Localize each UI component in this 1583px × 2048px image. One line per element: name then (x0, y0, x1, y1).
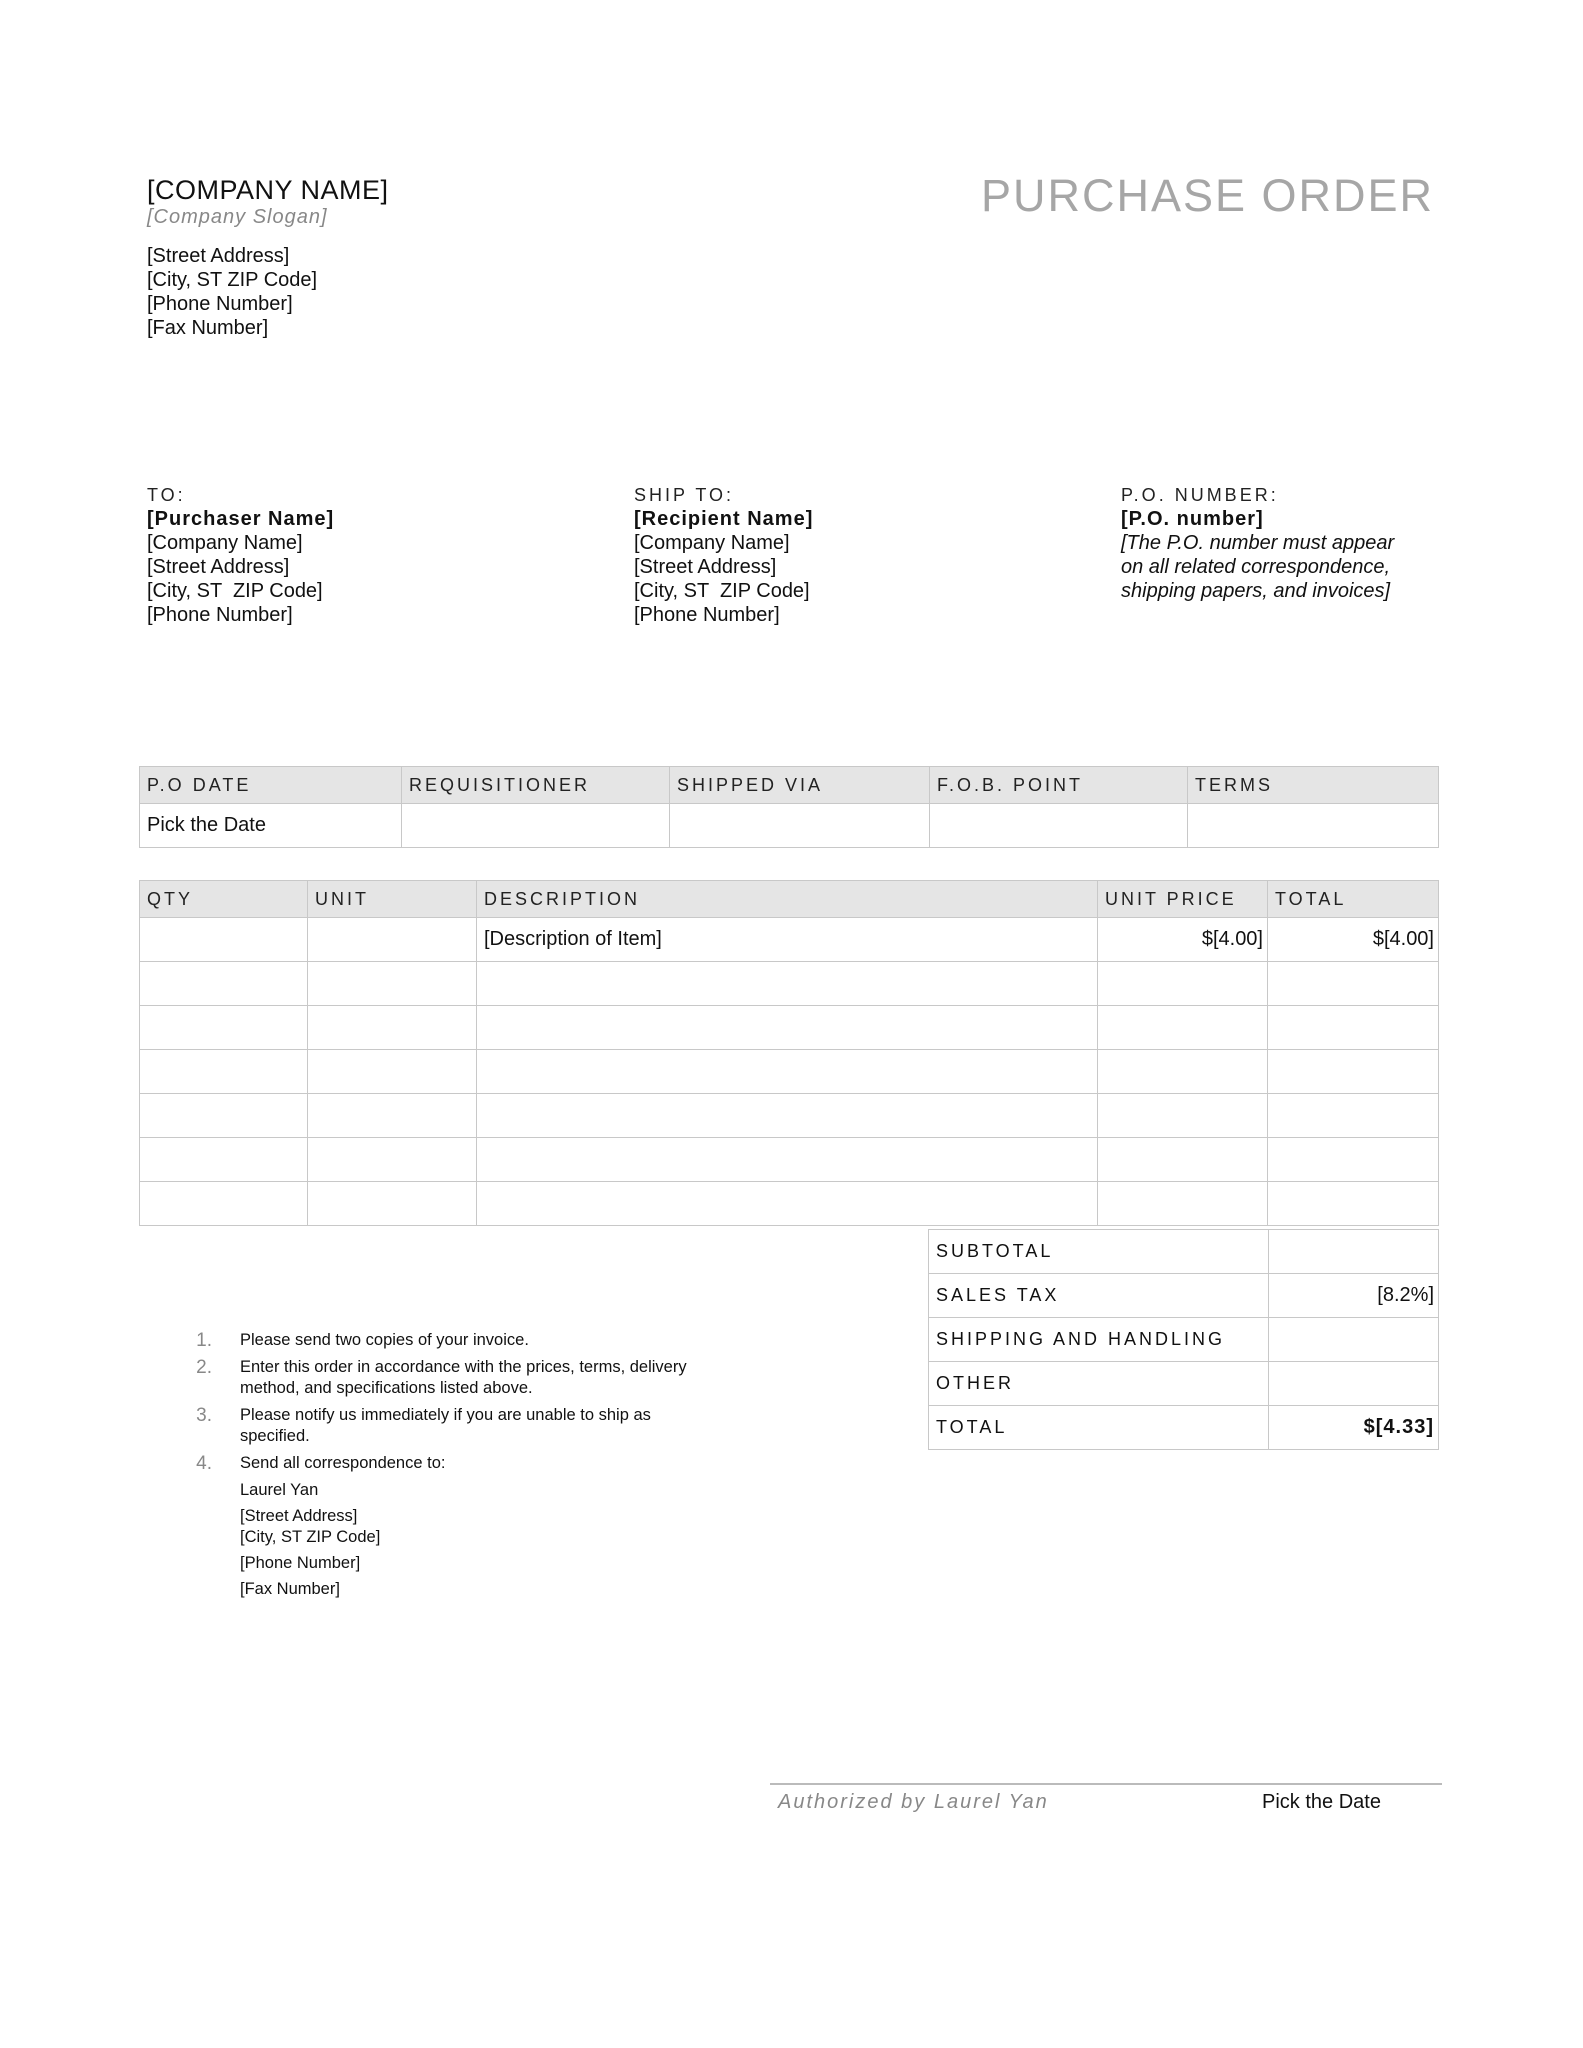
col-header-fob-point: F.O.B. POINT (930, 767, 1188, 804)
items-header-row (140, 881, 1439, 918)
order-info-row (140, 804, 1439, 848)
unit-cell[interactable] (308, 1182, 477, 1226)
description-cell[interactable]: [Description of Item] (477, 918, 1098, 962)
ship-phone: [Phone Number] (634, 604, 780, 626)
purchaser-name: [Purchaser Name] (147, 508, 335, 530)
po-note-line: shipping papers, and invoices] (1121, 580, 1391, 602)
shipping-label: SHIPPING AND HANDLING (929, 1318, 1269, 1362)
col-header-po-date: P.O DATE (140, 767, 402, 804)
description-cell[interactable] (477, 1006, 1098, 1050)
note-number: 4. (196, 1453, 212, 1474)
note-text: Enter this order in accordance with the prices, terms, delivery (240, 1358, 687, 1376)
totals-table (928, 1229, 1439, 1450)
recipient-name: [Recipient Name] (634, 508, 814, 530)
line-total-cell[interactable] (1268, 962, 1439, 1006)
table-row (140, 1138, 1439, 1182)
note-text: Please notify us immediately if you are unable to ship as (240, 1406, 651, 1424)
fob-point-field[interactable] (930, 804, 1188, 848)
col-header-requisitioner: REQUISITIONER (402, 767, 670, 804)
item-rows (140, 918, 1439, 1226)
sales-tax-row (929, 1274, 1439, 1318)
page-title: PURCHASE ORDER (980, 170, 1434, 221)
line-total-cell[interactable]: $[4.00] (1268, 918, 1439, 962)
subtotal-row (929, 1230, 1439, 1274)
po-date-field[interactable]: Pick the Date (140, 804, 402, 848)
unit-price-cell[interactable] (1098, 962, 1268, 1006)
notes-list (190, 1330, 687, 1600)
qty-cell[interactable] (140, 962, 308, 1006)
requisitioner-field[interactable] (402, 804, 670, 848)
ship-company: [Company Name] (634, 532, 790, 554)
ship-city: [City, ST ZIP Code] (634, 580, 810, 602)
unit-cell[interactable] (308, 918, 477, 962)
to-company: [Company Name] (147, 532, 303, 554)
po-number-block (1121, 483, 1394, 603)
unit-cell[interactable] (308, 1006, 477, 1050)
unit-cell[interactable] (308, 1094, 477, 1138)
to-label: TO: (147, 485, 186, 505)
signature-line (770, 1783, 1442, 1785)
note-number: 1. (196, 1330, 212, 1351)
table-row (140, 918, 1439, 962)
company-street: [Street Address] (147, 245, 290, 267)
qty-cell[interactable] (140, 1006, 308, 1050)
unit-cell[interactable] (308, 1050, 477, 1094)
table-row (140, 1050, 1439, 1094)
unit-price-cell[interactable] (1098, 1094, 1268, 1138)
qty-cell[interactable] (140, 1138, 308, 1182)
correspondence-fax: [Fax Number] (240, 1580, 340, 1598)
col-header-unit: UNIT (308, 881, 477, 918)
description-cell[interactable] (477, 1138, 1098, 1182)
correspondence-phone: [Phone Number] (240, 1554, 361, 1572)
note-number: 2. (196, 1357, 212, 1378)
po-note-line: [The P.O. number must appear (1121, 532, 1395, 554)
total-value[interactable]: $[4.33] (1269, 1406, 1439, 1450)
order-info-header-row (140, 767, 1439, 804)
items-table (139, 880, 1439, 1226)
note-text: specified. (240, 1427, 310, 1445)
table-row (140, 1006, 1439, 1050)
po-number-label: P.O. NUMBER: (1121, 485, 1279, 505)
company-name: [COMPANY NAME] (147, 175, 389, 205)
total-label: TOTAL (929, 1406, 1269, 1450)
qty-cell[interactable] (140, 1182, 308, 1226)
company-phone: [Phone Number] (147, 293, 293, 315)
order-info-table (139, 766, 1439, 848)
shipping-row (929, 1318, 1439, 1362)
correspondence-city: [City, ST ZIP Code] (240, 1528, 381, 1546)
authorized-by: Authorized by Laurel Yan (778, 1791, 1049, 1813)
line-total-cell[interactable] (1268, 1006, 1439, 1050)
description-cell[interactable] (477, 1050, 1098, 1094)
sales-tax-label: SALES TAX (929, 1274, 1269, 1318)
shipped-via-field[interactable] (670, 804, 930, 848)
unit-cell[interactable] (308, 962, 477, 1006)
table-row (140, 1094, 1439, 1138)
ship-to-block (634, 483, 813, 627)
subtotal-label: SUBTOTAL (929, 1230, 1269, 1274)
sales-tax-value[interactable]: [8.2%] (1269, 1274, 1439, 1318)
subtotal-value[interactable] (1269, 1230, 1439, 1274)
po-number-value: [P.O. number] (1121, 508, 1264, 530)
to-city: [City, ST ZIP Code] (147, 580, 323, 602)
qty-cell[interactable] (140, 918, 308, 962)
description-cell[interactable] (477, 1182, 1098, 1226)
unit-price-cell[interactable] (1098, 1182, 1268, 1226)
correspondence-street: [Street Address] (240, 1507, 358, 1525)
qty-cell[interactable] (140, 1094, 308, 1138)
unit-price-cell[interactable] (1098, 1050, 1268, 1094)
unit-cell[interactable] (308, 1138, 477, 1182)
other-label: OTHER (929, 1362, 1269, 1406)
total-row (929, 1406, 1439, 1450)
col-header-qty: QTY (140, 881, 308, 918)
signature-date[interactable]: Pick the Date (1262, 1791, 1381, 1813)
terms-field[interactable] (1188, 804, 1439, 848)
unit-price-cell[interactable] (1098, 1006, 1268, 1050)
description-cell[interactable] (477, 962, 1098, 1006)
unit-price-cell[interactable] (1098, 1138, 1268, 1182)
unit-price-cell[interactable]: $[4.00] (1098, 918, 1268, 962)
shipping-value[interactable] (1269, 1318, 1439, 1362)
company-fax: [Fax Number] (147, 317, 269, 339)
po-note-line: on all related correspondence, (1121, 556, 1391, 578)
qty-cell[interactable] (140, 1050, 308, 1094)
company-address (147, 244, 317, 340)
company-city: [City, ST ZIP Code] (147, 269, 318, 291)
note-text: Send all correspondence to: (240, 1454, 446, 1472)
col-header-description: DESCRIPTION (477, 881, 1098, 918)
company-slogan: [Company Slogan] (147, 206, 328, 228)
correspondence-address (190, 1480, 687, 1600)
col-header-unit-price: UNIT PRICE (1098, 881, 1268, 918)
other-value[interactable] (1269, 1362, 1439, 1406)
ship-street: [Street Address] (634, 556, 777, 578)
note-text: Please send two copies of your invoice. (240, 1331, 529, 1349)
note-item (190, 1330, 687, 1351)
line-total-cell[interactable] (1268, 1050, 1439, 1094)
correspondence-name: Laurel Yan (240, 1481, 319, 1499)
note-text: method, and specifications listed above. (240, 1379, 533, 1397)
to-street: [Street Address] (147, 556, 290, 578)
table-row (140, 962, 1439, 1006)
table-row (140, 1182, 1439, 1226)
col-header-shipped-via: SHIPPED VIA (670, 767, 930, 804)
to-block (147, 483, 334, 627)
note-number: 3. (196, 1405, 212, 1426)
ship-to-label: SHIP TO: (634, 485, 735, 505)
line-total-cell[interactable] (1268, 1182, 1439, 1226)
to-phone: [Phone Number] (147, 604, 293, 626)
note-item (190, 1453, 687, 1474)
description-cell[interactable] (477, 1094, 1098, 1138)
col-header-total: TOTAL (1268, 881, 1439, 918)
line-total-cell[interactable] (1268, 1138, 1439, 1182)
note-item (190, 1357, 687, 1399)
other-row (929, 1362, 1439, 1406)
note-item (190, 1405, 687, 1447)
col-header-terms: TERMS (1188, 767, 1439, 804)
line-total-cell[interactable] (1268, 1094, 1439, 1138)
